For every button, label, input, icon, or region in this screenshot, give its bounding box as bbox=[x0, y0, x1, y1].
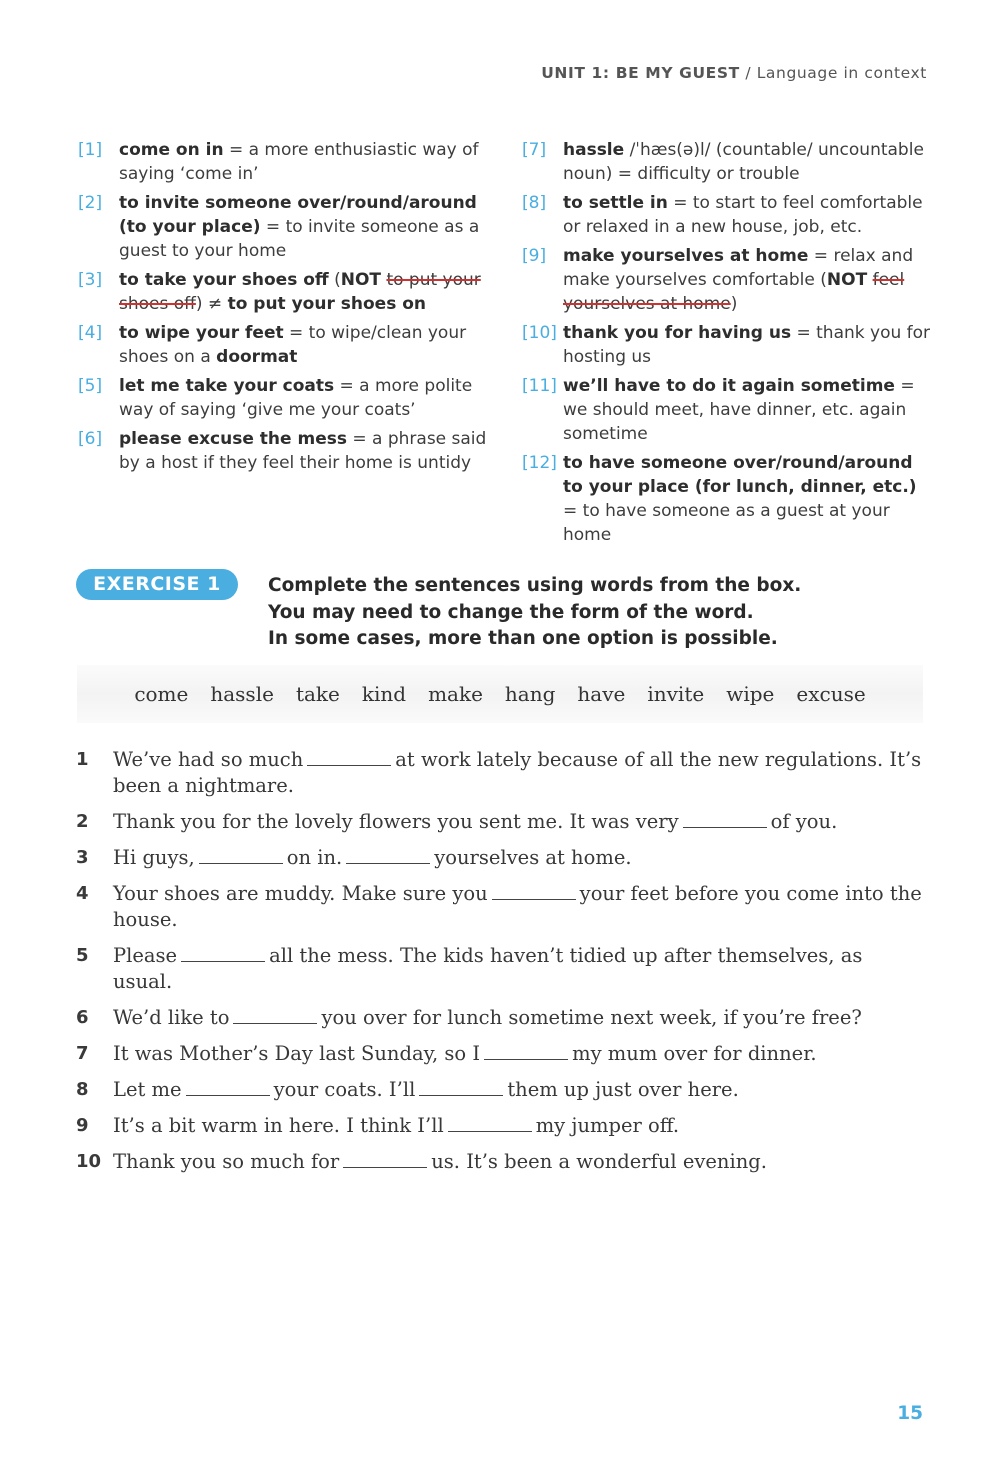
vocab-entry-11 bbox=[522, 374, 932, 446]
word-option: hang bbox=[504, 682, 556, 706]
entry-definition: = to wipe/clean your shoes on a bbox=[119, 323, 467, 367]
entry-definition: = a more enthusiastic way of saying ‘come in’ bbox=[119, 140, 479, 184]
question-text: Hi guys, bbox=[113, 846, 195, 869]
entry-number: [4] bbox=[78, 323, 103, 343]
entry-number: [5] bbox=[78, 376, 103, 396]
entry-definition: = a more polite way of saying ‘give me your coats’ bbox=[119, 376, 473, 420]
question-text: my mum over for dinner. bbox=[572, 1042, 817, 1065]
word-option: invite bbox=[647, 682, 705, 706]
question-text: Let me bbox=[113, 1078, 182, 1101]
instruction-line: In some cases, more than one option is possible. bbox=[268, 628, 778, 649]
entry-term: thank you for having us bbox=[563, 323, 792, 343]
question-item bbox=[76, 809, 926, 835]
question-text: We’ve had so much bbox=[113, 748, 304, 771]
phonetic-transcription: /ˈhæs(ə)l/ bbox=[624, 140, 711, 160]
answer-blank[interactable] bbox=[186, 1079, 270, 1096]
unit-title: UNIT 1: BE MY GUEST bbox=[541, 64, 740, 82]
question-text: on in. bbox=[286, 846, 343, 869]
question-item bbox=[76, 747, 926, 799]
question-text: We’d like to bbox=[113, 1006, 230, 1029]
vocab-entry-5 bbox=[78, 374, 488, 422]
vocab-entry-8 bbox=[522, 191, 932, 239]
section-title: Language in context bbox=[756, 64, 927, 82]
question-item bbox=[76, 1041, 926, 1067]
instruction-line: Complete the sentences using words from the box. bbox=[268, 575, 802, 596]
entry-number: [12] bbox=[522, 453, 557, 473]
question-item bbox=[76, 881, 926, 933]
entry-term: make yourselves at home bbox=[563, 246, 809, 266]
word-option: wipe bbox=[726, 682, 775, 706]
struck-incorrect-form: feel yourselves at home bbox=[563, 270, 905, 314]
entry-number: [11] bbox=[522, 376, 557, 396]
entry-term-opposite: to put your shoes on bbox=[227, 294, 427, 314]
question-text: us. It’s been a wonderful evening. bbox=[431, 1150, 767, 1173]
question-text: all the mess. The kids haven’t tidied up after themselves, as usual. bbox=[113, 944, 863, 993]
word-option: come bbox=[134, 682, 189, 706]
question-number: 4 bbox=[76, 883, 89, 904]
question-item bbox=[76, 1149, 926, 1175]
paren-close: ) bbox=[730, 294, 738, 314]
question-item bbox=[76, 943, 926, 995]
entry-term: let me take your coats bbox=[119, 376, 335, 396]
vocab-entry-1 bbox=[78, 138, 488, 186]
question-number: 1 bbox=[76, 749, 89, 770]
question-number: 2 bbox=[76, 811, 89, 832]
entry-number: [10] bbox=[522, 323, 557, 343]
entry-term: come on in bbox=[119, 140, 224, 160]
vocab-entry-3 bbox=[78, 268, 488, 316]
question-text: your feet before you come into the house. bbox=[113, 882, 922, 931]
question-number: 8 bbox=[76, 1079, 89, 1100]
answer-blank[interactable] bbox=[448, 1115, 532, 1132]
exercise-instructions bbox=[268, 573, 948, 653]
question-number: 10 bbox=[76, 1151, 102, 1172]
word-option: take bbox=[295, 682, 340, 706]
entry-term: to invite someone over/round/around (to your place) bbox=[119, 193, 477, 237]
question-text: Please bbox=[113, 944, 178, 967]
vocab-entry-7 bbox=[522, 138, 932, 186]
struck-incorrect-form: to put your shoes off bbox=[119, 270, 481, 314]
exercise-questions bbox=[76, 747, 926, 1185]
answer-blank[interactable] bbox=[484, 1043, 568, 1060]
vocab-column-left bbox=[78, 138, 488, 480]
answer-blank[interactable] bbox=[181, 945, 265, 962]
entry-term: please excuse the mess bbox=[119, 429, 347, 449]
question-text: my jumper off. bbox=[535, 1114, 680, 1137]
entry-definition: = to invite someone as a guest to your home bbox=[119, 217, 480, 261]
vocab-entry-10 bbox=[522, 321, 932, 369]
question-item bbox=[76, 1113, 926, 1139]
question-text: your coats. I’ll bbox=[273, 1078, 416, 1101]
entry-definition: = thank you for hosting us bbox=[563, 323, 931, 367]
header-separator: / bbox=[739, 64, 757, 82]
vocab-entry-12 bbox=[522, 451, 932, 547]
entry-definition: = to have someone as a guest at your home bbox=[563, 501, 890, 545]
question-text: Your shoes are muddy. Make sure you bbox=[113, 882, 488, 905]
entry-term-secondary: doormat bbox=[216, 347, 298, 367]
answer-blank[interactable] bbox=[492, 883, 576, 900]
answer-blank[interactable] bbox=[307, 749, 391, 766]
question-text: you over for lunch sometime next week, if you’re free? bbox=[321, 1006, 862, 1029]
page-number: 15 bbox=[897, 1403, 923, 1424]
entry-definition: = we should meet, have dinner, etc. again sometime bbox=[563, 376, 915, 444]
question-number: 6 bbox=[76, 1007, 89, 1028]
entry-term: to have someone over/round/around to your place (for lunch, dinner, etc.) bbox=[563, 453, 917, 497]
word-box bbox=[77, 665, 923, 723]
word-option: excuse bbox=[796, 682, 866, 706]
entry-number: [2] bbox=[78, 193, 103, 213]
running-header bbox=[541, 64, 927, 82]
question-number: 3 bbox=[76, 847, 89, 868]
question-text: Thank you for the lovely flowers you sent me. It was very bbox=[113, 810, 679, 833]
not-marker: NOT bbox=[826, 270, 868, 290]
exercise-badge: EXERCISE 1 bbox=[76, 569, 238, 600]
question-text: of you. bbox=[770, 810, 838, 833]
answer-blank[interactable] bbox=[419, 1079, 503, 1096]
entry-term: we’ll have to do it again sometime bbox=[563, 376, 895, 396]
question-item bbox=[76, 1005, 926, 1031]
word-option: kind bbox=[361, 682, 407, 706]
entry-definition: = a phrase said by a host if they feel their home is untidy bbox=[119, 429, 487, 473]
entry-number: [7] bbox=[522, 140, 547, 160]
vocab-column-right bbox=[522, 138, 932, 552]
word-option: hassle bbox=[210, 682, 274, 706]
paren-close: ) ≠ bbox=[195, 294, 228, 314]
vocab-entry-4 bbox=[78, 321, 488, 369]
question-text: It’s a bit warm in here. I think I’ll bbox=[113, 1114, 444, 1137]
question-number: 5 bbox=[76, 945, 89, 966]
entry-number: [9] bbox=[522, 246, 547, 266]
instruction-line: You may need to change the form of the word. bbox=[268, 601, 754, 623]
entry-definition: = to start to feel comfortable or relaxed in a new house, job, etc. bbox=[563, 193, 923, 237]
question-text: at work lately because of all the new regulations. It’s been a nightmare. bbox=[113, 748, 922, 797]
entry-term: hassle bbox=[563, 140, 625, 160]
answer-blank[interactable] bbox=[343, 1151, 427, 1168]
paren-open: ( bbox=[328, 270, 341, 290]
vocab-entry-6 bbox=[78, 427, 488, 475]
question-number: 7 bbox=[76, 1043, 89, 1064]
question-text: yourselves at home. bbox=[434, 846, 632, 869]
entry-term: to wipe your feet bbox=[119, 323, 284, 343]
question-text: Thank you so much for bbox=[113, 1150, 340, 1173]
question-number: 9 bbox=[76, 1115, 89, 1136]
entry-number: [1] bbox=[78, 140, 103, 160]
entry-term: to take your shoes off bbox=[119, 270, 329, 290]
answer-blank[interactable] bbox=[233, 1007, 317, 1024]
entry-definition: (countable/ uncountable noun) = difficulty or trouble bbox=[563, 140, 924, 184]
answer-blank[interactable] bbox=[683, 811, 767, 828]
not-marker: NOT bbox=[340, 270, 382, 290]
entry-term: to settle in bbox=[563, 193, 668, 213]
question-text: It was Mother’s Day last Sunday, so I bbox=[113, 1042, 481, 1065]
entry-number: [8] bbox=[522, 193, 547, 213]
vocab-entry-9 bbox=[522, 244, 932, 316]
entry-number: [3] bbox=[78, 270, 103, 290]
question-item bbox=[76, 1077, 926, 1103]
word-option: have bbox=[577, 682, 626, 706]
entry-number: [6] bbox=[78, 429, 103, 449]
word-option: make bbox=[428, 682, 483, 706]
entry-definition: = relax and make yourselves comfortable ( bbox=[563, 246, 914, 290]
answer-blank[interactable] bbox=[346, 847, 430, 864]
vocab-entry-2 bbox=[78, 191, 488, 263]
question-text: them up just over here. bbox=[507, 1078, 739, 1101]
answer-blank[interactable] bbox=[199, 847, 283, 864]
question-item bbox=[76, 845, 926, 871]
